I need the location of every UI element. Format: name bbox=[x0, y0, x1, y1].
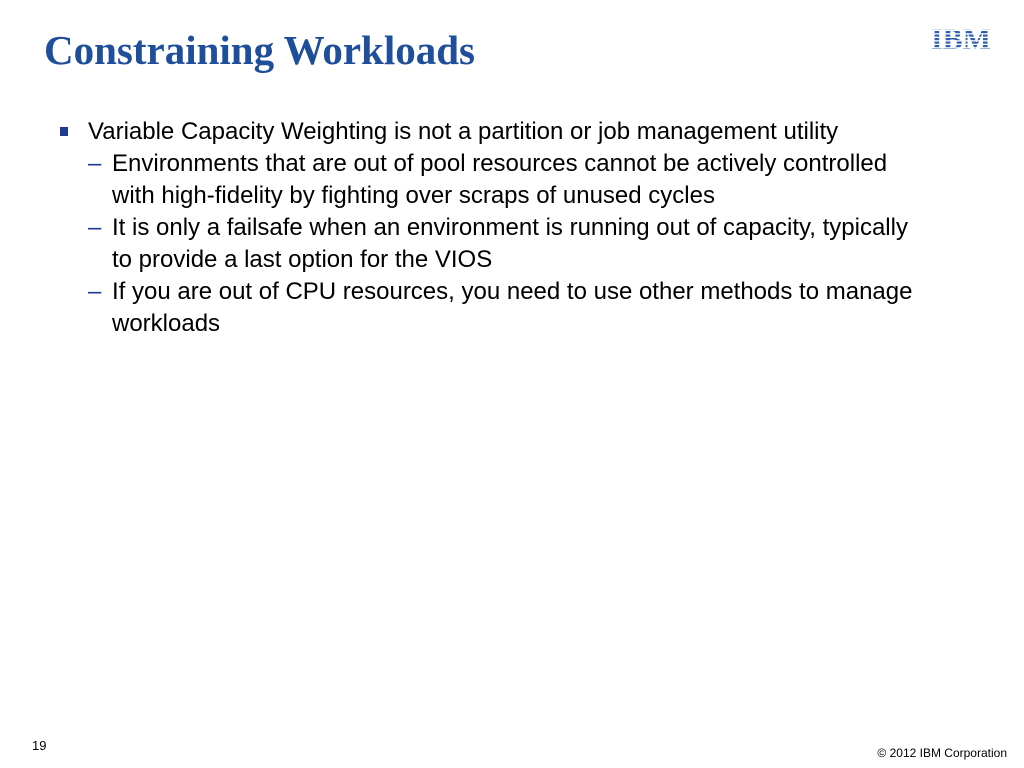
bullet-level2 bbox=[88, 212, 948, 276]
bullet-level2-text: It is only a failsafe when an environment is running out of capacity, typically to provide a last option for the VIOS bbox=[112, 214, 908, 273]
bullet-level2-text: If you are out of CPU resources, you need to use other methods to manage workloads bbox=[112, 278, 913, 337]
ibm-logo bbox=[926, 24, 996, 52]
page-number: 19 bbox=[32, 738, 47, 753]
dash-bullet-icon: – bbox=[88, 214, 102, 241]
square-bullet-icon bbox=[60, 127, 68, 136]
bullet-level1 bbox=[88, 116, 948, 148]
bullet-level2 bbox=[88, 148, 948, 212]
copyright-notice: © 2012 IBM Corporation bbox=[877, 746, 1007, 760]
bullet-level2 bbox=[88, 276, 948, 340]
slide-title: Constraining Workloads bbox=[44, 27, 476, 73]
bullet-level2-text: Environments that are out of pool resources cannot be actively controlled with high-fidelity by fighting over scraps of unused cycles bbox=[112, 150, 888, 209]
ibm-logo-text: IBM bbox=[931, 24, 991, 52]
dash-bullet-icon: – bbox=[88, 150, 102, 177]
dash-bullet-icon: – bbox=[88, 278, 102, 305]
slide-content bbox=[88, 116, 948, 340]
bullet-level1-text: Variable Capacity Weighting is not a partition or job management utility bbox=[88, 118, 839, 145]
